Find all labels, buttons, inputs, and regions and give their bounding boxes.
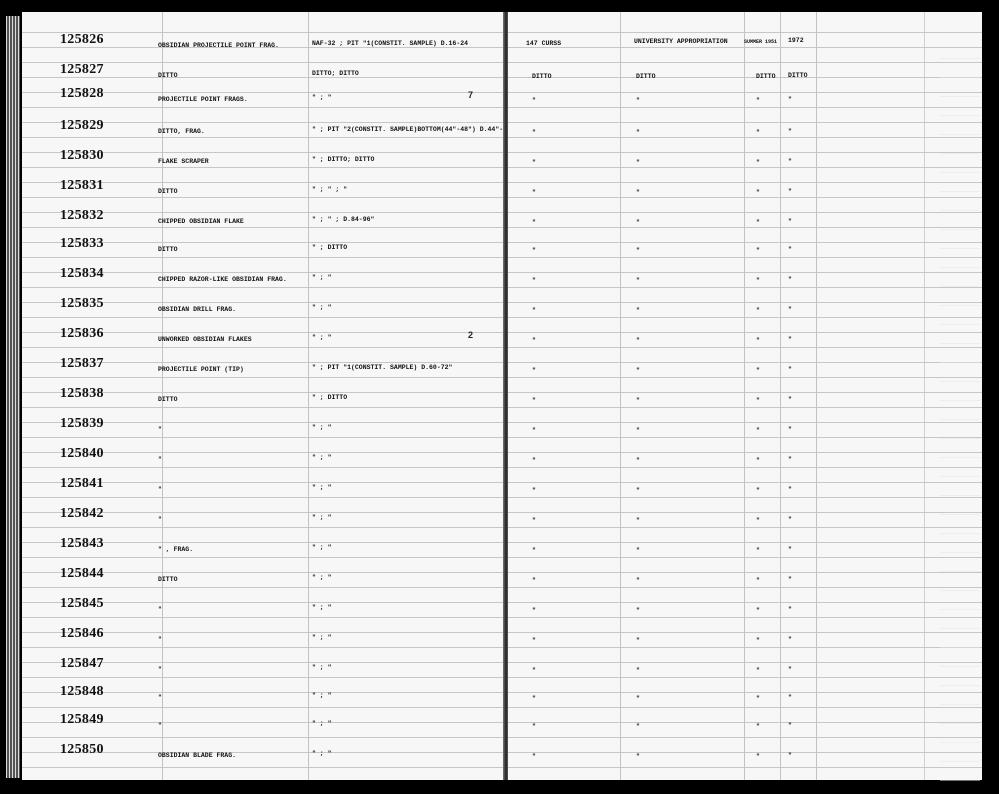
season-entry: " xyxy=(756,159,760,166)
season-entry: " xyxy=(756,277,760,284)
source-entry: " xyxy=(636,159,640,166)
ruling-line xyxy=(22,467,504,468)
year-entry: " xyxy=(788,606,792,613)
season-column-rule xyxy=(744,12,745,780)
provenance-entry: " ; " xyxy=(312,334,332,341)
provenance-entry: " ; " xyxy=(312,750,332,757)
item-description: OBSIDIAN PROJECTILE POINT FRAG. xyxy=(158,42,279,49)
ruling-line xyxy=(22,137,504,138)
catalog-number: 125833 xyxy=(60,236,104,251)
ruling-line xyxy=(22,497,504,498)
item-description: " xyxy=(158,666,162,673)
season-entry: " xyxy=(756,307,760,314)
ruling-line xyxy=(22,257,504,258)
ruling-line xyxy=(508,332,982,333)
catalog-number: 125843 xyxy=(60,536,104,551)
catalog-number: 125834 xyxy=(60,266,104,281)
item-description: DITTO xyxy=(158,72,178,79)
provenance-entry: " ; " xyxy=(312,604,332,611)
source-entry: " xyxy=(636,577,640,584)
ruling-line xyxy=(22,677,504,678)
item-description: " xyxy=(158,722,162,729)
ruling-line xyxy=(508,377,982,378)
ruling-line xyxy=(508,677,982,678)
ruling-line xyxy=(22,767,504,768)
ruling-line xyxy=(22,587,504,588)
catalog-number: 125842 xyxy=(60,506,104,521)
ruling-line xyxy=(508,47,982,48)
year-entry: DITTO xyxy=(788,72,808,79)
ruling-line xyxy=(508,557,982,558)
provenance-entry: " ; DITTO xyxy=(312,244,348,251)
source-entry: " xyxy=(636,547,640,554)
year-entry: " xyxy=(788,246,792,253)
ruling-line xyxy=(508,467,982,468)
ruling-line xyxy=(508,212,982,213)
provenance-entry: " ; " xyxy=(312,664,332,671)
item-description: OBSIDIAN DRILL FRAG. xyxy=(158,306,237,313)
ruling-line xyxy=(22,437,504,438)
year-entry: " xyxy=(788,218,792,225)
catalog-number: 125832 xyxy=(60,208,104,223)
site-entry: DITTO xyxy=(532,73,552,80)
provenance-entry: " ; PIT "1(CONSTIT. SAMPLE) D.60-72" xyxy=(312,364,453,371)
ruling-line xyxy=(508,647,982,648)
site-entry: " xyxy=(532,277,536,284)
provenance-entry: " ; DITTO; DITTO xyxy=(312,156,375,163)
season-entry: " xyxy=(756,97,760,104)
item-description: " xyxy=(158,426,162,433)
ruling-line xyxy=(22,167,504,168)
ruling-line xyxy=(508,92,982,93)
item-description: " xyxy=(158,606,162,613)
season-entry: " xyxy=(756,517,760,524)
ruling-line xyxy=(508,422,982,423)
ledger-left-page xyxy=(22,12,504,780)
ruling-line xyxy=(22,617,504,618)
right-margin-rule xyxy=(816,12,817,780)
site-entry: " xyxy=(532,753,536,760)
ruling-line xyxy=(508,722,982,723)
margin-mark: 7 xyxy=(468,90,474,100)
site-entry: " xyxy=(532,667,536,674)
catalog-number: 125830 xyxy=(60,148,104,163)
catalog-number: 125844 xyxy=(60,566,104,581)
ruling-line xyxy=(22,347,504,348)
provenance-entry: " ; " xyxy=(312,304,332,311)
item-description: DITTO, FRAG. xyxy=(158,128,205,135)
ruling-line xyxy=(508,497,982,498)
provenance-entry: " ; " xyxy=(312,274,332,281)
source-column-rule xyxy=(620,12,621,780)
ledger-right-page xyxy=(508,12,982,780)
ruling-line xyxy=(508,242,982,243)
site-entry: " xyxy=(532,159,536,166)
ruling-line xyxy=(508,707,982,708)
ruling-line xyxy=(22,527,504,528)
ruling-line xyxy=(508,272,982,273)
source-entry: " xyxy=(636,97,640,104)
ruling-line xyxy=(508,752,982,753)
year-entry: " xyxy=(788,366,792,373)
site-entry: " xyxy=(532,189,536,196)
season-entry: " xyxy=(756,577,760,584)
source-entry: " xyxy=(636,637,640,644)
season-entry: " xyxy=(756,667,760,674)
item-description: " xyxy=(158,694,162,701)
ruling-line xyxy=(508,152,982,153)
source-entry: " xyxy=(636,517,640,524)
season-entry: " xyxy=(756,189,760,196)
source-entry: " xyxy=(636,487,640,494)
source-entry: " xyxy=(636,427,640,434)
source-entry: " xyxy=(636,397,640,404)
ruling-line xyxy=(22,647,504,648)
ruling-line xyxy=(22,737,504,738)
ruling-line xyxy=(508,572,982,573)
site-entry: " xyxy=(532,487,536,494)
ruling-line xyxy=(508,227,982,228)
ruling-line xyxy=(508,287,982,288)
year-entry: " xyxy=(788,306,792,313)
catalog-number: 125849 xyxy=(60,712,104,727)
ruling-line xyxy=(508,437,982,438)
ruling-line xyxy=(22,317,504,318)
source-entry: DITTO xyxy=(636,73,656,80)
site-entry: " xyxy=(532,607,536,614)
source-entry: " xyxy=(636,753,640,760)
ruling-line xyxy=(508,317,982,318)
ruling-line xyxy=(508,347,982,348)
ruling-line xyxy=(508,602,982,603)
year-entry: " xyxy=(788,752,792,759)
provenance-entry: " ; " xyxy=(312,484,332,491)
ruling-line xyxy=(508,632,982,633)
catalog-number: 125850 xyxy=(60,742,104,757)
site-entry: " xyxy=(532,397,536,404)
season-entry: " xyxy=(756,337,760,344)
catalog-number: 125845 xyxy=(60,596,104,611)
site-entry: " xyxy=(532,695,536,702)
catalog-number: 125841 xyxy=(60,476,104,491)
year-entry: " xyxy=(788,128,792,135)
source-entry: " xyxy=(636,189,640,196)
item-description: DITTO xyxy=(158,246,178,253)
provenance-entry: " ; " xyxy=(312,454,332,461)
year-entry: " xyxy=(788,694,792,701)
background-shelf-texture xyxy=(940,40,980,794)
year-entry: " xyxy=(788,516,792,523)
catalog-number: 125836 xyxy=(60,326,104,341)
season-entry: " xyxy=(756,607,760,614)
season-entry: " xyxy=(756,695,760,702)
margin-mark: 2 xyxy=(468,330,474,340)
provenance-entry: " ; DITTO xyxy=(312,394,348,401)
provenance-entry: " ; " xyxy=(312,94,332,101)
provenance-entry: " ; " xyxy=(312,634,332,641)
item-description: FLAKE SCRAPER xyxy=(158,158,209,165)
season-entry: " xyxy=(756,457,760,464)
source-entry: " xyxy=(636,607,640,614)
catalog-number: 125840 xyxy=(60,446,104,461)
site-entry: " xyxy=(532,457,536,464)
ruling-line xyxy=(508,452,982,453)
site-entry: " xyxy=(532,577,536,584)
site-entry: " xyxy=(532,427,536,434)
season-entry: DITTO xyxy=(756,73,776,80)
provenance-entry: " ; " xyxy=(312,574,332,581)
source-entry: " xyxy=(636,667,640,674)
ruling-line xyxy=(508,767,982,768)
year-entry: " xyxy=(788,666,792,673)
year-entry: " xyxy=(788,486,792,493)
item-description: PROJECTILE POINT (TIP) xyxy=(158,366,244,373)
year-column-rule xyxy=(780,12,781,780)
year-entry: " xyxy=(788,276,792,283)
catalog-number: 125848 xyxy=(60,684,104,699)
catalog-number: 125839 xyxy=(60,416,104,431)
season-entry: " xyxy=(756,753,760,760)
ruling-line xyxy=(508,527,982,528)
item-description: DITTO xyxy=(158,188,178,195)
site-entry: " xyxy=(532,307,536,314)
ruling-line xyxy=(22,287,504,288)
item-description: CHIPPED RAZOR-LIKE OBSIDIAN FRAG. xyxy=(158,276,287,283)
ruling-line xyxy=(508,482,982,483)
year-entry: " xyxy=(788,636,792,643)
catalog-number: 125828 xyxy=(60,86,104,101)
ruling-line xyxy=(22,407,504,408)
provenance-entry: " ; " xyxy=(312,544,332,551)
season-entry: " xyxy=(756,487,760,494)
ruling-line xyxy=(508,542,982,543)
year-entry: " xyxy=(788,158,792,165)
site-entry: " xyxy=(532,97,536,104)
catalog-number: 125838 xyxy=(60,386,104,401)
source-entry: " xyxy=(636,695,640,702)
ruling-line xyxy=(508,617,982,618)
site-entry: " xyxy=(532,367,536,374)
ruling-line xyxy=(22,377,504,378)
ruling-line xyxy=(508,512,982,513)
provenance-entry: DITTO; DITTO xyxy=(312,70,359,77)
season-entry: " xyxy=(756,397,760,404)
season-entry: " xyxy=(756,367,760,374)
catalog-number: 125826 xyxy=(60,32,104,47)
header-season: SUMMER 1951 xyxy=(744,39,778,45)
source-entry: " xyxy=(636,307,640,314)
ruling-line xyxy=(508,692,982,693)
year-entry: " xyxy=(788,396,792,403)
year-entry: " xyxy=(788,576,792,583)
ruling-line xyxy=(508,107,982,108)
ruling-line xyxy=(508,32,982,33)
header-source: UNIVERSITY APPROPRIATION xyxy=(634,38,728,45)
provenance-entry: " ; " xyxy=(312,692,332,699)
ruling-line xyxy=(508,302,982,303)
source-entry: " xyxy=(636,277,640,284)
season-entry: " xyxy=(756,247,760,254)
ruling-line xyxy=(508,182,982,183)
item-description: CHIPPED OBSIDIAN FLAKE xyxy=(158,218,244,225)
header-year: 1972 xyxy=(788,37,804,44)
ruling-line xyxy=(508,662,982,663)
item-description: " xyxy=(158,636,162,643)
year-entry: " xyxy=(788,336,792,343)
source-entry: " xyxy=(636,337,640,344)
ledger-page-edges xyxy=(6,16,20,778)
year-entry: " xyxy=(788,546,792,553)
provenance-entry: NAF-32 ; PIT "1(CONSTIT. SAMPLE) D.16-24 xyxy=(312,40,469,47)
year-entry: " xyxy=(788,96,792,103)
provenance-entry: " ; " xyxy=(312,424,332,431)
item-description: " xyxy=(158,516,162,523)
catalog-number: 125835 xyxy=(60,296,104,311)
ruling-line xyxy=(508,392,982,393)
catalog-number: 125837 xyxy=(60,356,104,371)
season-entry: " xyxy=(756,723,760,730)
provenance-entry: " ; " ; " xyxy=(312,186,348,193)
ruling-line xyxy=(22,707,504,708)
ruling-line xyxy=(508,167,982,168)
ruling-line xyxy=(508,197,982,198)
ruling-line xyxy=(508,62,982,63)
ruling-line xyxy=(22,107,504,108)
season-entry: " xyxy=(756,427,760,434)
site-entry: " xyxy=(532,247,536,254)
source-entry: " xyxy=(636,129,640,136)
catalog-number: 125846 xyxy=(60,626,104,641)
catalog-number: 125831 xyxy=(60,178,104,193)
catalog-number: 125829 xyxy=(60,118,104,133)
year-entry: " xyxy=(788,426,792,433)
site-entry: " xyxy=(532,637,536,644)
source-entry: " xyxy=(636,219,640,226)
source-entry: " xyxy=(636,367,640,374)
ruling-line xyxy=(22,227,504,228)
catalog-number: 125847 xyxy=(60,656,104,671)
source-entry: " xyxy=(636,723,640,730)
source-entry: " xyxy=(636,247,640,254)
item-description: OBSIDIAN BLADE FRAG. xyxy=(158,752,237,759)
year-entry: " xyxy=(788,188,792,195)
item-description: UNWORKED OBSIDIAN FLAKES xyxy=(158,336,252,343)
season-entry: " xyxy=(756,219,760,226)
site-entry: " xyxy=(532,219,536,226)
item-description: " xyxy=(158,456,162,463)
season-entry: " xyxy=(756,129,760,136)
season-entry: " xyxy=(756,547,760,554)
provenance-entry: " ; " xyxy=(312,720,332,727)
site-entry: " xyxy=(532,723,536,730)
ruling-line xyxy=(508,737,982,738)
provenance-entry: " ; PIT "2(CONSTIT. SAMPLE)BOTTOM(44"-48") D.44"- xyxy=(312,126,504,133)
provenance-column-rule xyxy=(308,12,309,780)
site-entry: " xyxy=(532,517,536,524)
ruling-line xyxy=(508,122,982,123)
site-entry: " xyxy=(532,547,536,554)
item-description: PROJECTILE POINT FRAGS. xyxy=(158,96,248,103)
ruling-line xyxy=(22,197,504,198)
ruling-line xyxy=(508,257,982,258)
catalog-number: 125827 xyxy=(60,62,104,77)
ruling-line xyxy=(508,137,982,138)
year-entry: " xyxy=(788,456,792,463)
ruling-line xyxy=(22,557,504,558)
ruling-line xyxy=(508,362,982,363)
year-entry: " xyxy=(788,722,792,729)
source-entry: " xyxy=(636,457,640,464)
site-entry: " xyxy=(532,337,536,344)
site-entry: " xyxy=(532,129,536,136)
header-site: 147 CURSS xyxy=(526,40,562,47)
ruling-line xyxy=(508,77,982,78)
provenance-entry: " ; " ; D.84-96" xyxy=(312,216,375,223)
item-description: DITTO xyxy=(158,396,178,403)
season-entry: " xyxy=(756,637,760,644)
ruling-line xyxy=(508,407,982,408)
item-description: DITTO xyxy=(158,576,178,583)
item-description: " , FRAG. xyxy=(158,546,194,553)
right-faint-rule xyxy=(924,12,925,780)
provenance-entry: " ; " xyxy=(312,514,332,521)
item-description: " xyxy=(158,486,162,493)
ruling-line xyxy=(508,587,982,588)
